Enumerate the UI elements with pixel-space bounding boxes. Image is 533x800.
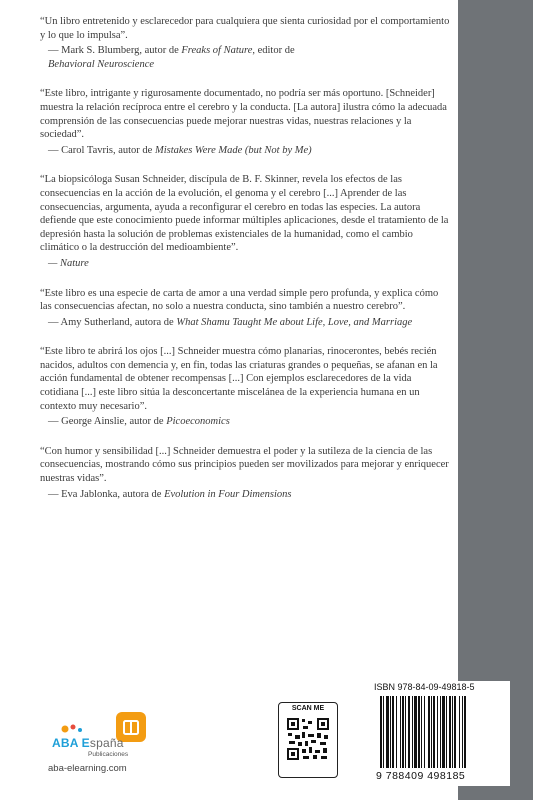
quote-5: [40, 345, 450, 429]
quote-2: [40, 87, 450, 157]
quote-text: “La biopsicóloga Susan Schneider, discípula de B. F. Skinner, revela los efectos de las consecuencias en la acción de la evolución, el genoma y el cerebro [...] Aprender de las consecuencias, argumenta, ayuda a reconfigurar el cerebro en todas las especies. La autora defiende que este conocimiento puede informar múltiples aplicaciones, desde el tratamiento de la depresión hasta la solución de problemas existenciales de la humanidad, como el cambio climático o la destrucción del medioambiente”.: [40, 174, 449, 254]
barcode-bar: [421, 696, 422, 768]
quote-text: “Este libro te abrirá los ojos [...] Schneider muestra cómo planarias, rinocerontes, bebés recién nacidos, adultos con demencia y, en fin, todas las criaturas grandes o pequeñas, se afanan en la acción fundamental de obtener recompensas [...] Con ejemplos esclarecedores de la vida cotidiana [...] este libro sitúa la desconcertante miscelánea de la experiencia humana en un contexto muy necesario”.: [40, 346, 438, 412]
barcode-bar: [414, 696, 417, 768]
quote-attribution: — Eva Jablonka, autora de Evolution in Four Dimensions: [48, 488, 292, 500]
qr-code-icon: [286, 717, 330, 761]
quote-attribution: — Amy Sutherland, autora de What Shamu Taught Me about Life, Love, and Marriage: [48, 316, 413, 328]
barcode-bar: [437, 696, 438, 768]
quote-text: “Este libro, intrigante y rigurosamente documentado, no podría ser más oportuno. [Schneider] muestra la relación recíproca entre el cerebro y la conducta. [La autora] ilustra cómo la adecuada comprensión de las consecuencias puede mejorar nuestras vidas, nuestras relaciones y la sociedad”.: [40, 88, 447, 141]
barcode-bar: [459, 696, 460, 768]
barcode-bar: [380, 696, 382, 768]
qr-label: SCAN ME: [291, 705, 325, 712]
barcode-bar: [396, 696, 397, 768]
barcode-bar: [408, 696, 410, 768]
barcode-digits: 9 788409 498185: [376, 770, 466, 782]
barcode-bar: [392, 696, 394, 768]
barcode-bar: [454, 696, 456, 768]
barcode-bar: [462, 696, 463, 768]
publisher-url: aba-elearning.com: [48, 763, 127, 774]
quote-attribution: — Carol Tavris, autor de Mistakes Were Made (but Not by Me): [48, 144, 312, 156]
quote-3: [40, 173, 450, 270]
barcode-bar: [383, 696, 384, 768]
isbn-label: ISBN 978-84-09-49818-5: [374, 682, 475, 692]
barcode-bar: [428, 696, 430, 768]
quote-text: “Un libro entretenido y esclarecedor para cualquiera que sienta curiosidad por el comportamiento y lo que lo impulsa”.: [40, 16, 450, 41]
cover-spine-band: [458, 0, 533, 800]
publisher-subtitle: Publicaciones: [88, 751, 129, 758]
quote-text: “Este libro es una especie de carta de amor a una verdad simple pero profunda, y explica cómo las consecuencias afectan, no solo a nuestra conducta, sino también a nuestro cerebro”.: [40, 287, 439, 313]
quote-attribution: — Mark S. Blumberg, autor de Freaks of Nature, editor de Behavioral Neuroscience: [48, 45, 295, 70]
quote-4: [40, 287, 450, 330]
barcode-bar: [400, 696, 401, 768]
barcode-bar: [464, 696, 466, 768]
barcode-bar: [452, 696, 453, 768]
barcode-bar: [449, 696, 451, 768]
quote-attribution: — Nature: [48, 257, 89, 269]
barcode-bars-icon: [380, 696, 502, 768]
barcode-bar: [446, 696, 447, 768]
barcode-bar: [418, 696, 420, 768]
publisher-brand: ABA España: [52, 736, 124, 750]
publisher-logo: [48, 712, 158, 772]
barcode-bar: [431, 696, 432, 768]
quote-attribution: — George Ainslie, autor de Picoeconomics: [48, 416, 230, 428]
barcode-bar: [402, 696, 404, 768]
isbn-barcode: [374, 681, 510, 786]
barcode-bar: [433, 696, 435, 768]
barcode-bar: [412, 696, 413, 768]
barcode-bar: [424, 696, 425, 768]
quote-6: [40, 445, 450, 501]
barcode-bar: [442, 696, 445, 768]
qr-code-box: [278, 702, 338, 778]
barcode-bar: [405, 696, 406, 768]
barcode-bar: [390, 696, 391, 768]
barcode-bar: [440, 696, 441, 768]
review-quotes: [40, 15, 450, 517]
quote-1: [40, 15, 450, 71]
barcode-bar: [386, 696, 389, 768]
quote-text: “Con humor y sensibilidad [...] Schneider demuestra el poder y la sutileza de la ciencia de las consecuencias, mostrando cómo sus principios pueden ser movilizados para mejorar y enriquecer nuestras vidas”.: [40, 445, 449, 485]
